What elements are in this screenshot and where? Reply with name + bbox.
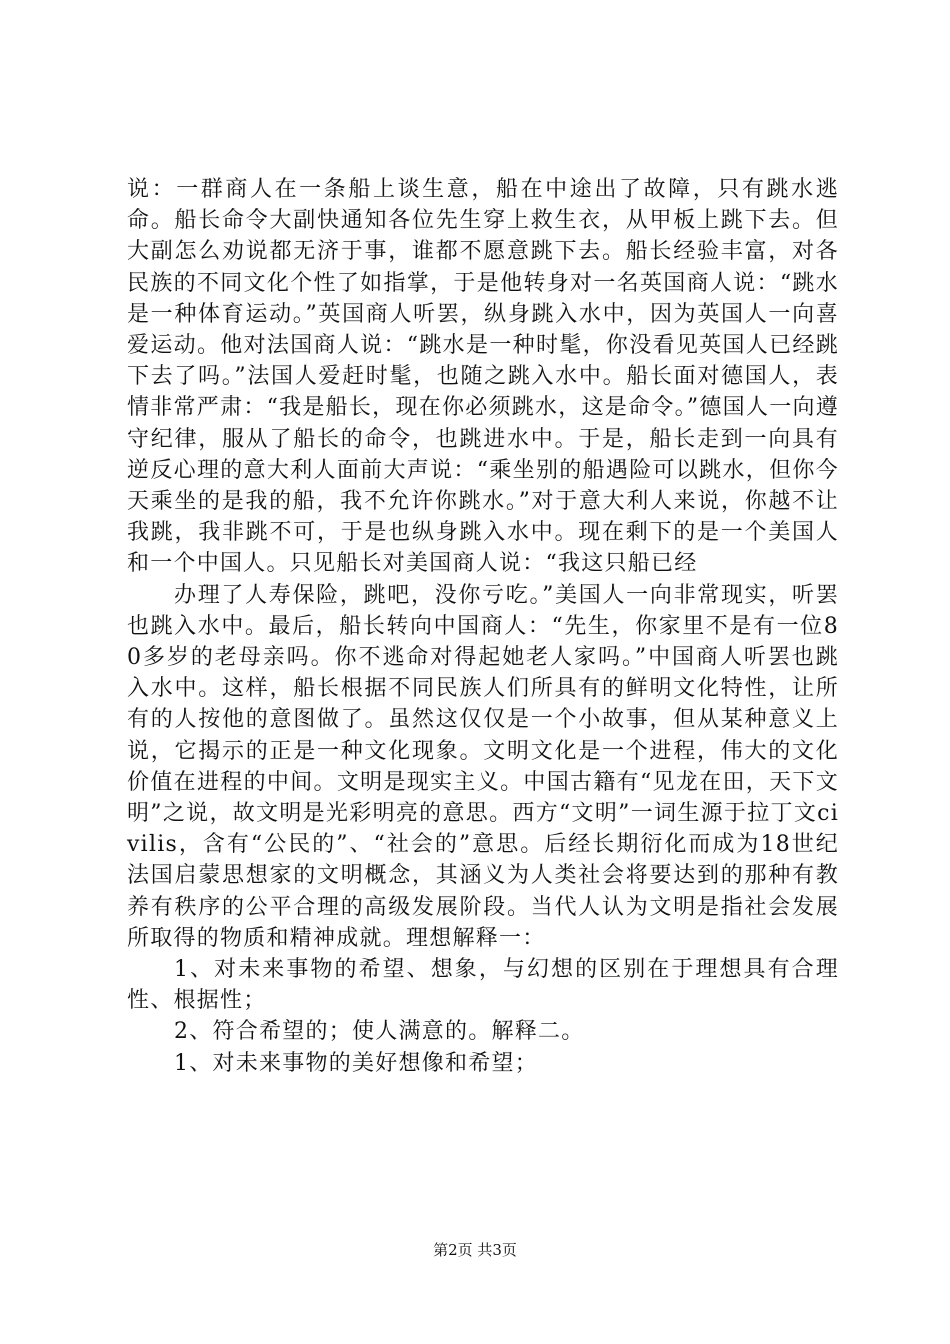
paragraph-definition-1-2: 2、符合希望的；使人满意的。解释二。 — [174, 1019, 585, 1045]
page-number-footer: 第2页 共3页 — [433, 1241, 517, 1259]
paragraph-definition-2-1: 1、对未来事物的美好想像和希望； — [174, 1050, 538, 1076]
paragraph-definition-1-1: 1、对未来事物的希望、想象，与幻想的区别在于理想具有合理性、根据性； — [127, 957, 839, 1014]
paragraph-story-part-2: 办理了人寿保险，跳吧，没你亏吃。”美国人一向非常现实，听罢也跳入水中。最后，船长转向中国商人：“先生，你家里不是有一位80多岁的老母亲吗。你不逃命对得起她老人家吗。”中国商人听罢也跳入水中。这样，船长根据不同民族人们所具有的鲜明文化特性，让所有的人按他的意图做了。虽然这仅仅是一个小故事，但从某种意义上说，它揭示的正是一种文化现象。文明文化是一个进程，伟大的文化价值在进程的中间。文明是现实主义。中国古籍有“见龙在田，天下文明”之说，故文明是光彩明亮的意思。西方“文明”一词生源于拉丁文civilis，含有“公民的”、“社会的”意思。后经长期衍化而成为18世纪法国启蒙思想家的文明概念，其涵义为人类社会将要达到的那种有教养有秩序的公平合理的高级发展阶段。当代人认为文明是指社会发展所取得的物质和精神成就。理想解释一： — [127, 582, 839, 951]
document-body — [127, 174, 839, 1079]
paragraph-story-part-1: 说：一群商人在一条船上谈生意，船在中途出了故障，只有跳水逃命。船长命令大副快通知各位先生穿上救生衣，从甲板上跳下去。但大副怎么劝说都无济于事，谁都不愿意跳下去。船长经验丰富，对各民族的不同文化个性了如指掌，于是他转身对一名英国商人说：“跳水是一种体育运动。”英国商人听罢，纵身跳入水中，因为英国人一向喜爱运动。他对法国商人说：“跳水是一种时髦，你没看见英国人已经跳下去了吗。”法国人爱赶时髦，也随之跳入水中。船长面对德国人，表情非常严肃：“我是船长，现在你必须跳水，这是命令。”德国人一向遵守纪律，服从了船长的命令，也跳进水中。于是，船长走到一向具有逆反心理的意大利人面前大声说：“乘坐别的船遇险可以跳水，但你今天乘坐的是我的船，我不允许你跳水。”对于意大利人来说，你越不让我跳，我非跳不可，于是也纵身跳入水中。现在剩下的是一个美国人和一个中国人。只见船长对美国商人说：“我这只船已经 — [127, 177, 839, 577]
